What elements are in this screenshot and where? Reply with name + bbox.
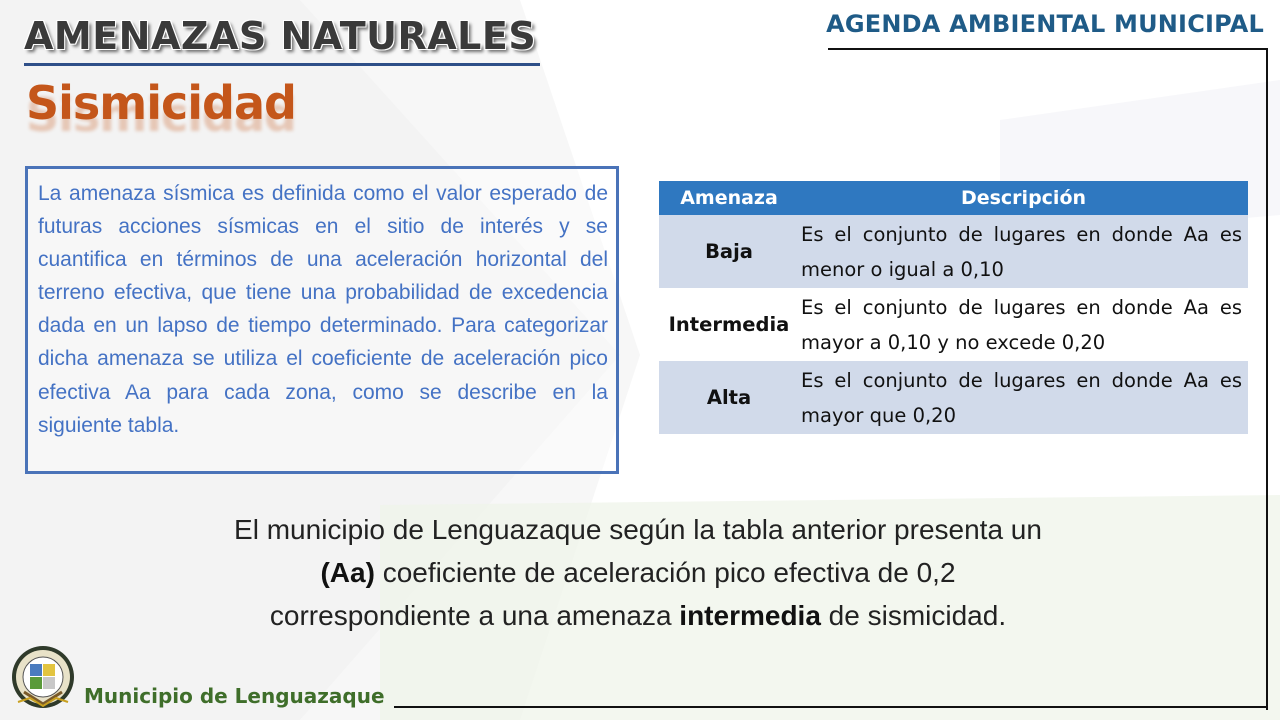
table-row <box>659 288 1248 361</box>
frame-line-right <box>1266 48 1268 710</box>
agenda-heading: AGENDA AMBIENTAL MUNICIPAL <box>826 10 1264 38</box>
conclusion-text <box>228 508 1048 637</box>
conclusion-bold-aa: (Aa) <box>320 557 375 588</box>
title-underline <box>24 63 540 66</box>
conclusion-part2: coeficiente de aceleración pico efectiva de 0,2 correspondiente a una amenaza <box>269 557 956 631</box>
intro-text-box <box>25 166 619 474</box>
threat-description: Es el conjunto de lugares en donde Aa es mayor que 0,20 <box>799 361 1248 434</box>
conclusion-bold-intermedia: intermedia <box>679 600 821 631</box>
footer-municipio: Municipio de Lenguazaque <box>84 684 385 708</box>
conclusion-part1: El municipio de Lenguazaque según la tabla anterior presenta un <box>234 514 1042 545</box>
table-row <box>659 361 1248 434</box>
threat-level-alta: Alta <box>659 361 799 434</box>
threat-level-baja: Baja <box>659 215 799 288</box>
page-subtitle: Sismicidad <box>26 76 296 130</box>
threat-table <box>659 181 1248 434</box>
header-amenaza: Amenaza <box>659 181 799 215</box>
header-descripcion: Descripción <box>799 181 1248 215</box>
threat-level-intermedia: Intermedia <box>659 288 799 361</box>
threat-description: Es el conjunto de lugares en donde Aa es mayor a 0,10 y no excede 0,20 <box>799 288 1248 361</box>
threat-description: Es el conjunto de lugares en donde Aa es menor o igual a 0,10 <box>799 215 1248 288</box>
table-header-row <box>659 181 1248 215</box>
table-row <box>659 215 1248 288</box>
frame-line-bottom <box>394 706 1268 708</box>
conclusion-part3: de sismicidad. <box>820 600 1007 631</box>
page-title: AMENAZAS NATURALES <box>24 14 537 58</box>
municipal-seal-icon <box>10 644 76 710</box>
intro-paragraph: La amenaza sísmica es definida como el valor esperado de futuras acciones sísmicas en el sitio de interés y se cuantifica en términos de una aceleración horizontal del terreno efectiva, que tiene una probabilidad de excedencia dada en un lapso de tiempo determinado. Para categorizar dicha amenaza se utiliza el coeficiente de aceleración pico efectiva Aa para cada zona, como se describe en la siguiente tabla. <box>38 182 608 437</box>
frame-line-top <box>828 48 1268 50</box>
